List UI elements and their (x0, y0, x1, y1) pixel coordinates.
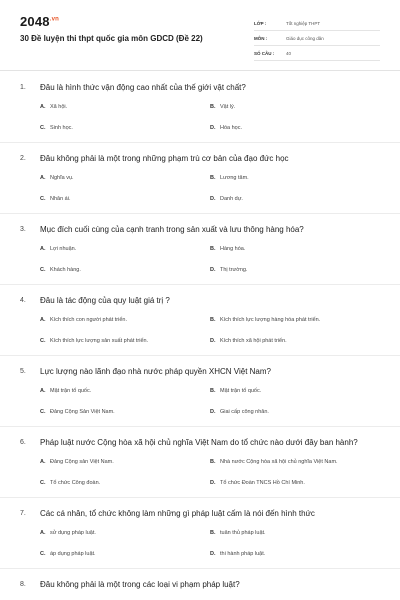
question-text: Đâu là tác động của quy luật giá trị ? (40, 296, 170, 305)
question-text: Mục đích cuối cùng của cạnh tranh trong sản xuất và lưu thông hàng hóa? (40, 225, 304, 234)
option-letter: B. (210, 317, 216, 323)
option-letter: C. (40, 196, 46, 202)
option-letter: B. (210, 459, 216, 465)
option-text: sử dụng pháp luật. (50, 530, 96, 536)
question-number: 4. (20, 297, 26, 304)
meta-row-count (254, 46, 380, 61)
option-text: Đảng Cộng sản Việt Nam. (50, 459, 114, 465)
question-number: 8. (20, 581, 26, 588)
option-letter: C. (40, 125, 46, 131)
question-text: Pháp luật nước Cộng hòa xã hội chủ nghĩa Việt Nam do tổ chức nào dưới đây ban hành? (40, 438, 358, 447)
answer-option[interactable] (40, 387, 210, 395)
answer-option[interactable] (210, 550, 380, 558)
option-text: Kích thích xã hội phát triển. (220, 338, 287, 344)
answer-options (20, 458, 380, 487)
option-letter: C. (40, 409, 46, 415)
logo-suffix: .vn (49, 16, 60, 23)
option-text: Tổ chức Công đoàn. (50, 480, 101, 486)
answer-option[interactable] (40, 529, 210, 537)
answer-options (20, 174, 380, 203)
question-number: 6. (20, 439, 26, 446)
question-item (20, 366, 380, 427)
option-text: Lương tâm. (220, 175, 249, 181)
option-text: Nhân ái. (50, 196, 71, 202)
answer-option[interactable] (210, 316, 380, 324)
question-item (20, 153, 380, 214)
meta-row-subject (254, 31, 380, 46)
question-header (20, 508, 380, 519)
meta-key: LỚP : (254, 20, 267, 26)
answer-option[interactable] (210, 195, 380, 203)
option-text: tuân thủ pháp luật. (220, 530, 266, 536)
option-text: Đảng Cộng Sản Việt Nam. (50, 409, 115, 415)
answer-option[interactable] (210, 245, 380, 253)
question-header (20, 153, 380, 164)
option-letter: D. (210, 196, 216, 202)
exam-title: 30 Đề luyện thi thpt quốc gia môn GDCD (Đề 22) (20, 34, 203, 43)
question-header (20, 579, 380, 590)
meta-key: MÔN : (254, 35, 268, 41)
question-text: Đâu không phải là một trong các loại vi phạm pháp luật? (40, 580, 240, 589)
option-text: Nhà nước Cộng hòa xã hội chủ nghĩa Việt Nam. (220, 459, 338, 465)
answer-options (20, 387, 380, 416)
answer-option[interactable] (40, 266, 210, 274)
question-divider (0, 497, 400, 498)
option-letter: D. (210, 480, 216, 486)
option-letter: C. (40, 267, 46, 273)
option-text: thi hành pháp luật. (220, 551, 266, 557)
option-text: Kích thích lực lượng sản xuất phát triển. (50, 338, 149, 344)
option-letter: B. (210, 530, 216, 536)
question-divider (0, 213, 400, 214)
question-text: Lực lượng nào lãnh đạo nhà nước pháp quyền XHCN Việt Nam? (40, 367, 271, 376)
answer-option[interactable] (40, 316, 210, 324)
site-logo[interactable] (20, 14, 59, 29)
question-item (20, 82, 380, 143)
option-text: Kích thích con người phát triển. (50, 317, 127, 323)
option-text: Vật lý. (220, 104, 236, 110)
answer-option[interactable] (210, 387, 380, 395)
option-text: Giai cấp công nhân. (220, 409, 269, 415)
option-letter: B. (210, 246, 216, 252)
header-divider (0, 70, 400, 71)
option-letter: C. (40, 338, 46, 344)
option-letter: D. (210, 551, 216, 557)
answer-option[interactable] (210, 103, 380, 111)
answer-option[interactable] (210, 337, 380, 345)
option-letter: A. (40, 104, 46, 110)
question-divider (0, 426, 400, 427)
answer-option[interactable] (210, 458, 380, 466)
question-header (20, 366, 380, 377)
answer-option[interactable] (40, 103, 210, 111)
question-text: Đâu không phải là một trong những phạm trù cơ bản của đạo đức học (40, 154, 289, 163)
answer-option[interactable] (40, 550, 210, 558)
answer-option[interactable] (210, 479, 380, 487)
answer-option[interactable] (40, 479, 210, 487)
question-divider (0, 568, 400, 569)
answer-option[interactable] (40, 458, 210, 466)
question-item (20, 579, 380, 590)
exam-meta (254, 16, 380, 61)
question-number: 7. (20, 510, 26, 517)
question-header (20, 295, 380, 306)
answer-option[interactable] (40, 195, 210, 203)
question-item (20, 437, 380, 498)
meta-value: Tốt nghiệp THPT (286, 20, 321, 26)
meta-row-class (254, 16, 380, 31)
answer-options (20, 316, 380, 345)
option-text: Mặt trận tổ quốc. (220, 388, 262, 394)
option-text: Khách hàng. (50, 267, 81, 273)
page-header (20, 14, 380, 62)
answer-options (20, 103, 380, 132)
meta-key: SỐ CÂU : (254, 50, 275, 56)
option-text: Hóa học. (220, 125, 243, 131)
question-number: 5. (20, 368, 26, 375)
option-letter: B. (210, 388, 216, 394)
option-letter: A. (40, 530, 46, 536)
option-text: Sinh học. (50, 125, 73, 131)
option-letter: D. (210, 338, 216, 344)
answer-option[interactable] (210, 174, 380, 182)
answer-option[interactable] (40, 408, 210, 416)
option-text: Lợi nhuận. (50, 246, 77, 252)
question-header (20, 82, 380, 93)
option-letter: A. (40, 246, 46, 252)
answer-option[interactable] (40, 124, 210, 132)
question-list (20, 82, 380, 590)
question-text: Đâu là hình thức vận động cao nhất của thế giới vật chất? (40, 83, 246, 92)
answer-option[interactable] (40, 337, 210, 345)
question-item (20, 508, 380, 569)
answer-option[interactable] (210, 266, 380, 274)
answer-options (20, 529, 380, 558)
question-number: 3. (20, 226, 26, 233)
option-text: Thị trường. (220, 267, 248, 273)
option-letter: A. (40, 388, 46, 394)
option-text: áp dụng pháp luật. (50, 551, 96, 557)
answer-option[interactable] (40, 174, 210, 182)
option-letter: D. (210, 409, 216, 415)
option-letter: C. (40, 480, 46, 486)
question-header (20, 437, 380, 448)
question-divider (0, 142, 400, 143)
answer-option[interactable] (40, 245, 210, 253)
question-divider (0, 284, 400, 285)
option-text: Danh dự. (220, 196, 243, 202)
question-text: Các cá nhân, tổ chức không làm những gì pháp luật cấm là nói đến hình thức (40, 509, 315, 518)
question-number: 1. (20, 84, 26, 91)
answer-option[interactable] (210, 124, 380, 132)
question-header (20, 224, 380, 235)
meta-value: 40 (286, 50, 292, 56)
option-letter: A. (40, 175, 46, 181)
option-letter: B. (210, 175, 216, 181)
option-letter: D. (210, 267, 216, 273)
meta-value: Giáo dục công dân (286, 35, 324, 41)
answer-option[interactable] (210, 408, 380, 416)
option-text: Mặt trận tổ quốc. (50, 388, 92, 394)
option-letter: C. (40, 551, 46, 557)
question-item (20, 224, 380, 285)
question-number: 2. (20, 155, 26, 162)
option-text: Nghĩa vụ. (50, 175, 74, 181)
option-text: Kích thích lực lượng hàng hóa phát triển. (220, 317, 321, 323)
option-letter: D. (210, 125, 216, 131)
logo-text: 2048 (20, 14, 50, 29)
answer-option[interactable] (210, 529, 380, 537)
option-text: Tổ chức Đoàn TNCS Hồ Chí Minh. (220, 480, 305, 486)
option-text: Xã hội. (50, 104, 68, 110)
option-text: Hàng hóa. (220, 246, 246, 252)
answer-options (20, 245, 380, 274)
option-letter: B. (210, 104, 216, 110)
option-letter: A. (40, 459, 46, 465)
question-item (20, 295, 380, 356)
question-divider (0, 355, 400, 356)
option-letter: A. (40, 317, 46, 323)
